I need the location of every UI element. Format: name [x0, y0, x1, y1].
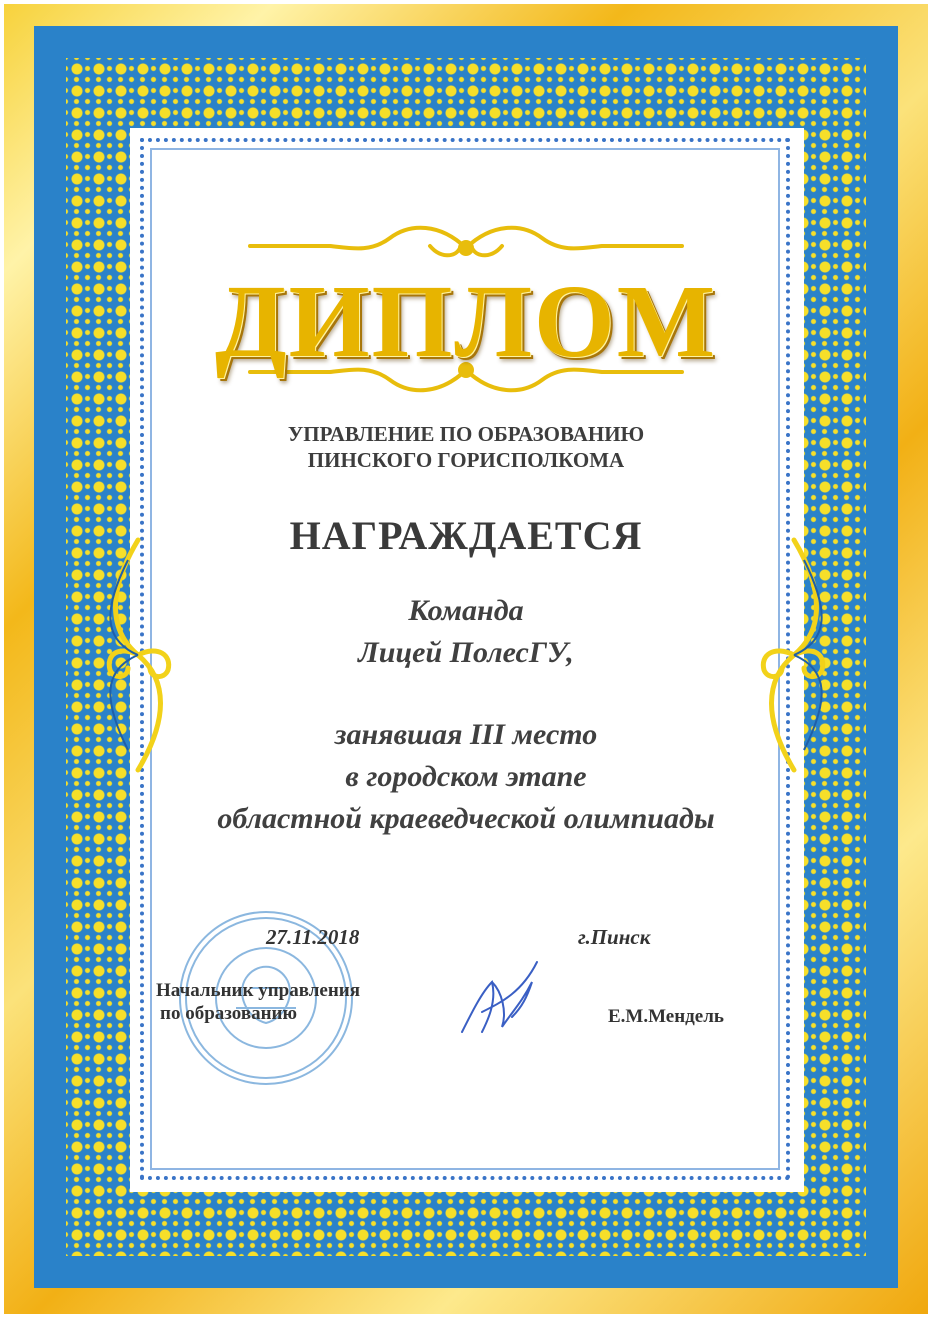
achievement-line-1: занявшая III место [334, 718, 598, 751]
handwritten-signature [452, 952, 552, 1042]
signatory-title-line-1: Начальник управления [156, 980, 360, 1001]
achievement-line-3: областной краеведческой олимпиады [217, 802, 715, 835]
department-name-line-1: УПРАВЛЕНИЕ ПО ОБРАЗОВАНИЮ [287, 422, 645, 446]
title-top-ornament [240, 218, 692, 268]
signatory-title-line-2: по образованию [160, 1003, 297, 1024]
recipient-line-1: Команда [408, 594, 524, 627]
recipient-line-2: Лицей ПолесГУ, [358, 636, 574, 669]
achievement-line-2: в городском этапе [345, 760, 587, 793]
department-name-line-2: ПИНСКОГО ГОРИСПОЛКОМА [307, 448, 625, 472]
awarded-heading: НАГРАЖДАЕТСЯ [289, 513, 643, 558]
diploma-title: ДИПЛОМ [215, 264, 717, 379]
award-city: г.Пинск [578, 925, 651, 949]
signatory-name: Е.М.Мендель [608, 1006, 724, 1027]
award-date: 27.11.2018 [266, 925, 360, 949]
